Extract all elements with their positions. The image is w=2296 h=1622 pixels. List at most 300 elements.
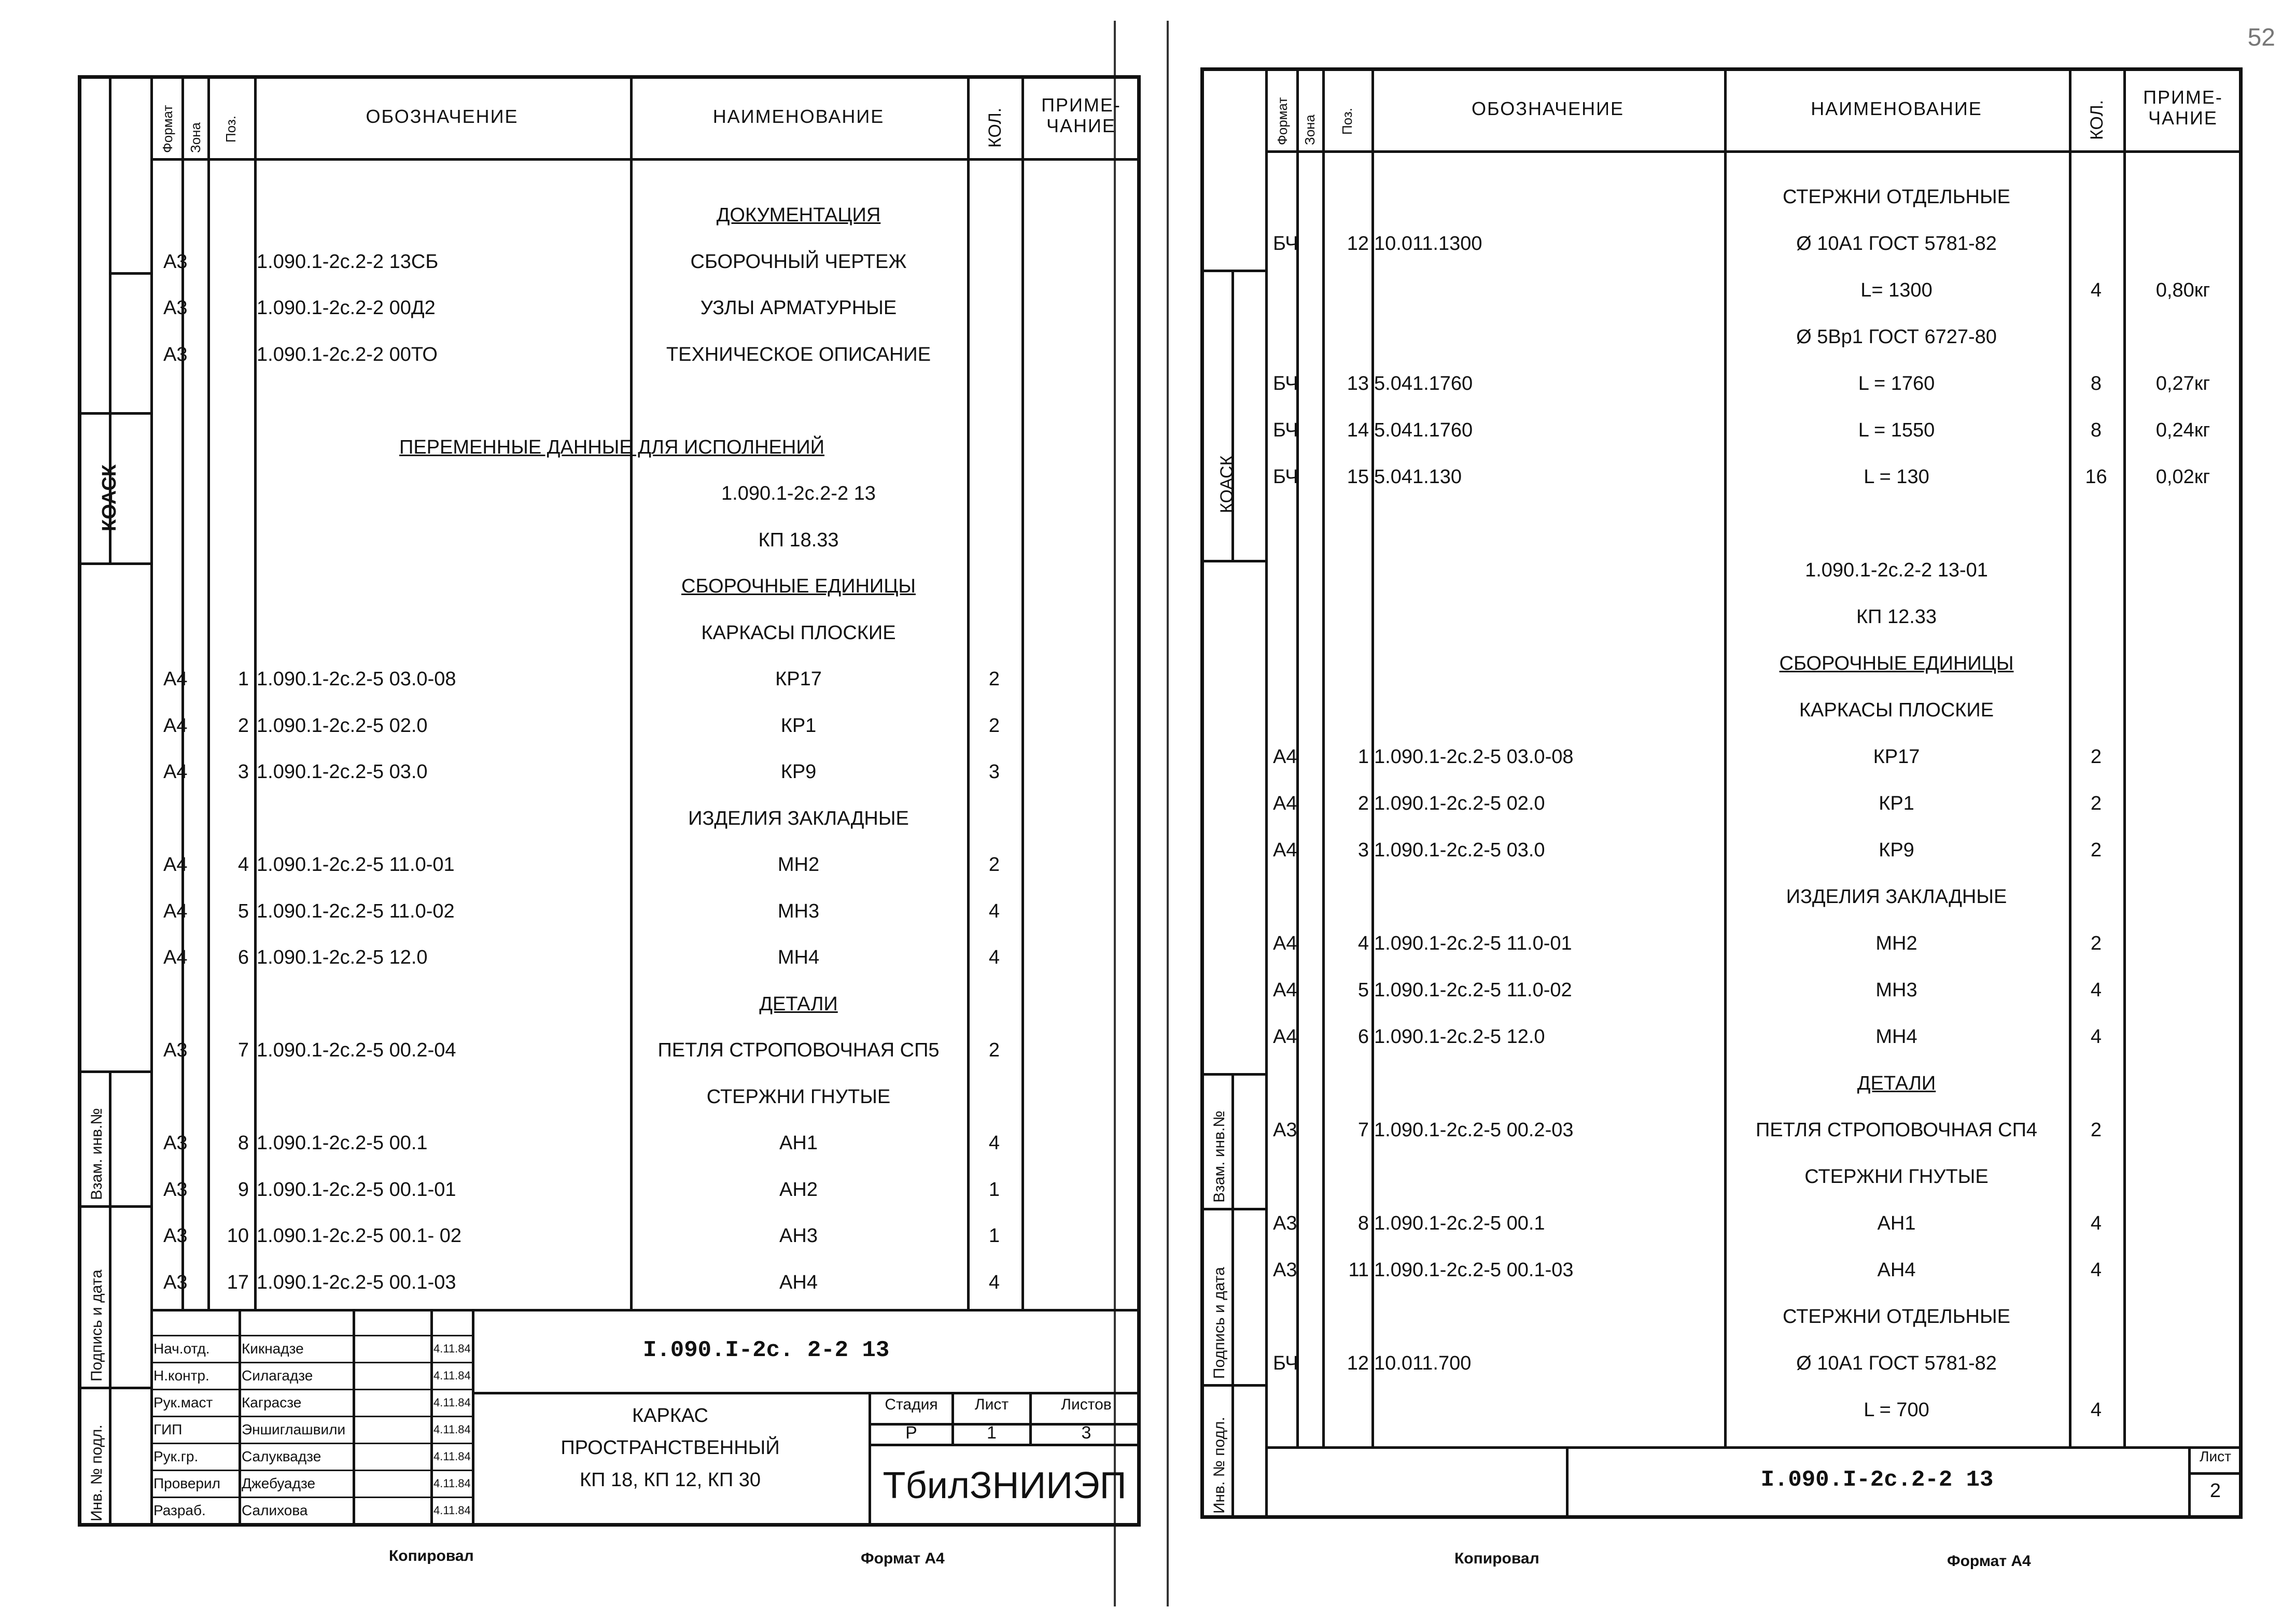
quantity-cell <box>2069 596 2123 638</box>
table-row <box>150 983 1141 1025</box>
signer-name: Каграсзе <box>242 1394 302 1411</box>
signer-role: Рук.маст <box>153 1394 213 1411</box>
table-row <box>150 1262 1141 1303</box>
table-row <box>150 194 1141 236</box>
note-cell <box>1021 566 1141 607</box>
organization: ТбилЗНИИЭП <box>883 1465 1127 1506</box>
quantity-cell: 2 <box>988 668 1000 690</box>
sheet-label: Лист <box>974 1396 1009 1413</box>
quantity-cell <box>967 380 1021 421</box>
position-cell <box>207 983 249 1025</box>
table-row <box>150 287 1141 329</box>
note-cell <box>2123 223 2243 264</box>
note-cell: 0,24кг <box>2155 419 2210 441</box>
signer-name: Джебуадзе <box>242 1475 316 1491</box>
note-cell <box>2123 1296 2243 1337</box>
designation-cell <box>257 798 630 839</box>
format-cell <box>1273 503 1304 544</box>
table-row <box>1265 1389 2243 1431</box>
quantity-cell: 8 <box>2090 419 2102 441</box>
name-cell: МН3 <box>1875 979 1917 1001</box>
designation-cell <box>257 983 630 1025</box>
position-cell: 13 <box>1347 373 1369 394</box>
format-cell <box>163 194 194 236</box>
sheets-value: 3 <box>1081 1423 1091 1443</box>
position-cell <box>1322 1156 1369 1197</box>
note-cell <box>1021 427 1141 468</box>
designation-cell: 5.041.1760 <box>1374 373 1473 394</box>
note-cell <box>2123 596 2243 638</box>
designation-cell: 10.011.700 <box>1374 1352 1472 1374</box>
stage-label: Стадия <box>885 1396 938 1413</box>
table-row <box>150 380 1141 421</box>
name-cell: СТЕРЖНИ ГНУТЫЕ <box>706 1085 891 1108</box>
quantity-cell <box>2069 1156 2123 1197</box>
designation-cell: 1.090.1-2с.2-5 00.2-04 <box>257 1039 456 1061</box>
quantity-cell: 2 <box>2090 839 2102 861</box>
table-row <box>1265 549 2243 591</box>
position-cell: 8 <box>237 1132 249 1154</box>
designation-cell: 1.090.1-2с.2-5 11.0-01 <box>1374 933 1572 954</box>
table-row <box>1265 1063 2243 1104</box>
format-cell: А4 <box>163 900 188 922</box>
quantity-cell <box>2069 503 2123 544</box>
table-row <box>1265 1016 2243 1057</box>
signer-role: Рук.гр. <box>153 1448 199 1464</box>
note-cell <box>2123 1063 2243 1104</box>
format-cell <box>163 380 194 421</box>
left-sheet <box>78 75 1141 1567</box>
koask-label: КОАСК <box>1217 455 1237 513</box>
format-cell: А3 <box>163 343 188 365</box>
position-cell <box>207 473 249 514</box>
table-row <box>1265 829 2243 871</box>
quantity-cell: 4 <box>2090 279 2102 301</box>
document-code: I.090.I-2с.2-2 13 <box>1760 1467 1994 1493</box>
position-cell <box>207 612 249 654</box>
koask-label: КОАСК <box>99 464 120 531</box>
spec-table-right <box>1265 176 2243 1441</box>
designation-cell <box>1374 1156 1727 1197</box>
designation-cell <box>1374 1063 1727 1104</box>
table-row <box>1265 596 2243 638</box>
col-note-header: ПРИМЕ- ЧАНИЕ <box>2143 87 2223 129</box>
designation-cell: 1.090.1-2с.2-5 02.0 <box>257 714 428 737</box>
format-cell <box>1273 1389 1304 1431</box>
position-cell <box>1322 1296 1369 1337</box>
footer-copied: Копировал <box>1454 1550 1539 1567</box>
designation-cell <box>257 380 630 421</box>
position-cell <box>1322 1389 1369 1431</box>
signer-name: Салихова <box>242 1502 308 1518</box>
quantity-cell: 4 <box>2090 979 2102 1001</box>
signer-date: 4.11.84 <box>433 1369 471 1382</box>
quantity-cell <box>967 334 1021 375</box>
quantity-cell: 4 <box>988 947 1000 968</box>
format-cell: А4 <box>1273 839 1297 861</box>
format-cell <box>1273 270 1304 311</box>
position-cell: 5 <box>237 900 249 922</box>
quantity-cell <box>2069 876 2123 918</box>
quantity-cell <box>2069 223 2123 264</box>
designation-cell: 1.090.1-2с.2-5 11.0-02 <box>1374 979 1572 1001</box>
note-cell <box>1021 194 1141 236</box>
table-row <box>1265 1109 2243 1151</box>
position-cell: 15 <box>1347 466 1369 488</box>
name-cell: ДЕТАЛИ <box>1857 1073 1936 1094</box>
name-cell: L = 1550 <box>1858 419 1935 441</box>
position-cell: 5 <box>1357 979 1369 1001</box>
note-cell <box>1021 844 1141 885</box>
table-row <box>1265 1203 2243 1244</box>
format-cell: А4 <box>163 947 188 968</box>
name-cell: КР1 <box>1879 793 1914 814</box>
note-cell <box>2123 1016 2243 1057</box>
name-cell: 1.090.1-2с.2-2 13-01 <box>1805 559 1988 581</box>
signer-name: Эншиглашвили <box>242 1421 346 1437</box>
quantity-cell <box>967 1076 1021 1118</box>
format-cell: А3 <box>163 1225 188 1247</box>
format-cell <box>163 519 194 561</box>
name-cell: МН2 <box>777 854 820 876</box>
quantity-cell: 1 <box>988 1178 1000 1201</box>
format-cell: А4 <box>163 854 188 876</box>
note-cell <box>1021 380 1141 421</box>
quantity-cell: 4 <box>2090 1399 2102 1421</box>
note-cell: 0,80кг <box>2155 279 2210 301</box>
name-cell: КП 12.33 <box>1856 606 1937 628</box>
format-cell: А3 <box>1273 1119 1297 1141</box>
format-cell: А4 <box>1273 793 1297 814</box>
format-cell: БЧ <box>1273 373 1298 394</box>
name-cell: КР9 <box>1879 839 1914 861</box>
signers-block <box>150 1335 472 1527</box>
quantity-cell <box>2069 1296 2123 1337</box>
table-row <box>1265 1296 2243 1337</box>
signer-role: Проверил <box>153 1475 220 1491</box>
document-title: КАРКАС ПРОСТРАНСТВЕННЫЙ КП 18, КП 12, КП 30 <box>561 1405 780 1491</box>
table-row <box>150 937 1141 978</box>
designation-cell: 1.090.1-2с.2-2 00Д2 <box>257 297 436 319</box>
position-cell: 11 <box>1348 1259 1369 1281</box>
designation-cell: 1.090.1-2с.2-5 12.0 <box>1374 1026 1545 1048</box>
note-cell: 0,27кг <box>2155 373 2210 394</box>
table-row <box>150 241 1141 283</box>
position-cell: 14 <box>1347 419 1369 441</box>
note-cell <box>2123 689 2243 731</box>
note-cell <box>1021 612 1141 654</box>
quantity-cell: 2 <box>2090 793 2102 814</box>
quantity-cell: 4 <box>2090 1212 2102 1234</box>
format-cell: А3 <box>163 1271 188 1293</box>
name-cell: СБОРОЧНЫЕ ЕДИНИЦЫ <box>681 575 916 597</box>
position-cell <box>207 566 249 607</box>
designation-cell: ПЕРЕМЕННЫЕ ДАННЫЕ ДЛЯ ИСПОЛНЕНИЙ <box>399 436 824 458</box>
format-cell: А3 <box>163 1039 188 1061</box>
quantity-cell: 2 <box>2090 746 2102 768</box>
name-cell: АН4 <box>1877 1259 1916 1281</box>
designation-cell: 1.090.1-2с.2-5 12.0 <box>257 947 428 968</box>
table-row <box>1265 689 2243 731</box>
position-cell <box>207 1076 249 1118</box>
col-format-header: Формат <box>160 105 175 153</box>
quantity-cell: 2 <box>988 854 1000 876</box>
position-cell <box>1322 270 1369 311</box>
designation-cell <box>1374 876 1727 918</box>
position-cell <box>207 241 249 283</box>
designation-cell <box>1374 1389 1727 1431</box>
designation-cell: 1.090.1-2с.2-5 00.1-01 <box>257 1178 456 1201</box>
note-cell <box>2123 1389 2243 1431</box>
signer-date: 4.11.84 <box>433 1504 471 1517</box>
table-row <box>150 705 1141 746</box>
signer-role: Нач.отд. <box>153 1341 210 1357</box>
table-row <box>1265 969 2243 1011</box>
format-cell <box>1273 643 1304 684</box>
designation-cell: 5.041.130 <box>1374 466 1462 488</box>
name-cell: СТЕРЖНИ ОТДЕЛЬНЫЕ <box>1783 186 2010 208</box>
signer-name: Кикнадзе <box>242 1341 304 1357</box>
table-row <box>1265 1249 2243 1291</box>
quantity-cell <box>967 798 1021 839</box>
designation-cell: 1.090.1-2с.2-5 03.0-08 <box>257 668 456 690</box>
designation-cell <box>1374 503 1727 544</box>
position-cell: 17 <box>227 1271 249 1293</box>
quantity-cell <box>967 194 1021 236</box>
note-cell <box>2123 1156 2243 1197</box>
designation-cell: 1.090.1-2с.2-5 00.1 <box>257 1132 428 1154</box>
position-cell <box>207 287 249 329</box>
table-row <box>1265 783 2243 824</box>
quantity-cell: 2 <box>2090 1119 2102 1141</box>
table-row <box>1265 270 2243 311</box>
name-cell: L = 700 <box>1864 1399 1929 1421</box>
name-cell: СБОРОЧНЫЙ ЧЕРТЕЖ <box>690 250 907 273</box>
quantity-cell: 2 <box>2090 933 2102 954</box>
note-cell <box>2123 176 2243 218</box>
note-cell <box>1021 519 1141 561</box>
designation-cell: 1.090.1-2с.2-2 13СБ <box>257 250 439 273</box>
col-pos-header: Поз. <box>1339 108 1355 135</box>
note-cell <box>1021 751 1141 793</box>
document-code: I.090.I-2с. 2-2 13 <box>643 1337 890 1363</box>
name-cell: КАРКАСЫ ПЛОСКИЕ <box>701 622 896 644</box>
quantity-cell <box>2069 549 2123 591</box>
format-cell <box>163 983 194 1025</box>
format-cell: А3 <box>1273 1212 1297 1234</box>
format-cell: А3 <box>163 1178 188 1201</box>
table-row <box>150 751 1141 793</box>
position-cell <box>207 194 249 236</box>
position-cell: 4 <box>1357 933 1369 954</box>
col-designation-header: ОБОЗНАЧЕНИЕ <box>1471 98 1625 119</box>
inv-podl-label: Инв. № подл. <box>1211 1417 1228 1514</box>
vzam-inv-label: Взам. инв.№ <box>88 1108 105 1200</box>
format-cell: А3 <box>1273 1259 1297 1281</box>
position-cell: 4 <box>237 854 249 876</box>
name-cell: Ø 10А1 ГОСТ 5781-82 <box>1796 1352 1997 1374</box>
note-cell <box>1021 241 1141 283</box>
designation-cell: 5.041.1760 <box>1374 419 1473 441</box>
signer-date: 4.11.84 <box>433 1342 471 1355</box>
designation-cell <box>1374 316 1727 358</box>
col-format-header: Формат <box>1275 97 1290 145</box>
format-cell: А3 <box>163 297 188 319</box>
position-cell: 1 <box>1357 746 1369 768</box>
table-row <box>1265 176 2243 218</box>
table-row <box>150 798 1141 839</box>
quantity-cell <box>967 519 1021 561</box>
quantity-cell: 2 <box>988 714 1000 737</box>
designation-cell: 1.090.1-2с.2-5 03.0 <box>257 761 428 783</box>
signer-name: Силагадзе <box>242 1367 313 1384</box>
table-row <box>150 1076 1141 1118</box>
name-cell: МН2 <box>1875 933 1917 954</box>
inv-podl-label: Инв. № подл. <box>88 1424 105 1521</box>
quantity-cell <box>967 983 1021 1025</box>
format-cell <box>163 798 194 839</box>
table-row <box>150 844 1141 885</box>
quantity-cell <box>967 566 1021 607</box>
format-cell: БЧ <box>1273 233 1298 255</box>
format-cell: А4 <box>1273 979 1297 1001</box>
col-note-header: ПРИМЕ- ЧАНИЕ <box>1041 94 1121 136</box>
designation-cell: 1.090.1-2с.2-5 11.0-02 <box>257 900 455 922</box>
note-cell <box>1021 983 1141 1025</box>
position-cell: 10 <box>227 1225 249 1247</box>
sheet-label: Лист <box>2200 1448 2231 1464</box>
designation-cell <box>1374 596 1727 638</box>
name-cell: ТЕХНИЧЕСКОЕ ОПИСАНИЕ <box>666 343 931 365</box>
name-cell: АН4 <box>779 1271 818 1293</box>
quantity-cell <box>2069 689 2123 731</box>
note-cell <box>2123 923 2243 964</box>
position-cell <box>1322 316 1369 358</box>
table-row <box>150 891 1141 932</box>
podpis-data-label: Подпись и дата <box>1211 1267 1228 1379</box>
note-cell <box>2123 643 2243 684</box>
format-cell: А4 <box>163 668 188 690</box>
right-sheet <box>1200 67 2243 1570</box>
position-cell <box>207 380 249 421</box>
note-cell <box>1021 798 1141 839</box>
note-cell <box>2123 316 2243 358</box>
name-cell: L = 130 <box>1864 466 1929 488</box>
table-row <box>1265 503 2243 544</box>
name-cell: КР17 <box>1873 746 1920 768</box>
col-name-header: НАИМЕНОВАНИЕ <box>1811 98 1982 119</box>
position-cell: 9 <box>237 1178 249 1201</box>
position-cell <box>207 798 249 839</box>
name-cell: АН3 <box>779 1225 818 1247</box>
name-cell: КР9 <box>780 761 817 783</box>
table-row <box>1265 316 2243 358</box>
note-cell <box>2123 829 2243 871</box>
format-cell: А4 <box>1273 933 1297 954</box>
note-cell <box>2123 549 2243 591</box>
position-cell <box>207 334 249 375</box>
quantity-cell: 16 <box>2085 466 2107 488</box>
position-cell <box>1322 503 1369 544</box>
note-cell <box>2123 503 2243 544</box>
quantity-cell <box>2069 176 2123 218</box>
col-zone-header: Зона <box>1302 115 1318 145</box>
name-cell: ПЕТЛЯ СТРОПОВОЧНАЯ СП5 <box>657 1039 940 1061</box>
signer-date: 4.11.84 <box>433 1423 471 1436</box>
podpis-data-label: Подпись и дата <box>88 1270 105 1381</box>
designation-cell <box>1374 176 1727 218</box>
footer-copied: Копировал <box>389 1547 474 1564</box>
note-cell <box>2123 1343 2243 1384</box>
table-row <box>150 427 1141 468</box>
note-cell <box>1021 937 1141 978</box>
name-cell: ДОКУМЕНТАЦИЯ <box>716 204 881 226</box>
quantity-cell: 4 <box>988 1132 1000 1154</box>
quantity-cell <box>2069 1063 2123 1104</box>
position-cell: 12 <box>1347 1352 1369 1374</box>
col-qty-header: КОЛ. <box>985 107 1005 148</box>
note-cell <box>1021 891 1141 932</box>
name-cell: КР1 <box>780 714 817 737</box>
designation-cell: 1.090.1-2с.2-5 00.1- 02 <box>257 1225 462 1247</box>
name-cell: МН4 <box>777 947 820 968</box>
vzam-inv-label: Взам. инв.№ <box>1211 1110 1228 1203</box>
note-cell <box>2123 969 2243 1011</box>
designation-cell <box>1374 1296 1727 1337</box>
designation-cell: 1.090.1-2с.2-5 00.1-03 <box>257 1271 456 1293</box>
format-cell <box>163 473 194 514</box>
col-name-header: НАИМЕНОВАНИЕ <box>712 106 885 127</box>
name-cell: СТЕРЖНИ ОТДЕЛЬНЫЕ <box>1783 1306 2010 1328</box>
format-cell <box>1273 316 1304 358</box>
table-row <box>1265 223 2243 264</box>
signer-role: ГИП <box>153 1421 183 1437</box>
signer-date: 4.11.84 <box>433 1450 471 1463</box>
note-cell <box>1021 287 1141 329</box>
format-cell <box>1273 689 1304 731</box>
table-row <box>150 519 1141 561</box>
name-cell: Ø 5Вр1 ГОСТ 6727-80 <box>1796 326 1997 348</box>
quantity-cell: 4 <box>988 1271 1000 1293</box>
signer-role: Н.контр. <box>153 1367 209 1384</box>
note-cell <box>2123 1109 2243 1151</box>
name-cell: ДЕТАЛИ <box>759 993 838 1015</box>
designation-cell <box>257 519 630 561</box>
name-cell: ПЕТЛЯ СТРОПОВОЧНАЯ СП4 <box>1755 1119 2038 1141</box>
table-row <box>1265 643 2243 684</box>
quantity-cell: 1 <box>988 1225 1000 1247</box>
name-cell: 1.090.1-2с.2-2 13 <box>721 483 876 504</box>
note-cell <box>1021 473 1141 514</box>
name-cell: УЗЛЫ АРМАТУРНЫЕ <box>700 297 897 319</box>
quantity-cell <box>2069 1343 2123 1384</box>
position-cell <box>1322 176 1369 218</box>
name-cell: L= 1300 <box>1860 279 1933 301</box>
table-row <box>150 473 1141 514</box>
footer-format: Формат А4 <box>1947 1553 2031 1570</box>
note-cell <box>2123 783 2243 824</box>
format-cell <box>163 1076 194 1118</box>
position-cell <box>207 519 249 561</box>
signer-date: 4.11.84 <box>433 1477 471 1490</box>
quantity-cell <box>967 473 1021 514</box>
position-cell: 2 <box>1357 793 1369 814</box>
sheet-value: 1 <box>987 1423 997 1443</box>
note-cell <box>1021 1169 1141 1210</box>
format-cell <box>1273 549 1304 591</box>
format-cell <box>163 566 194 607</box>
note-cell <box>1021 1215 1141 1257</box>
